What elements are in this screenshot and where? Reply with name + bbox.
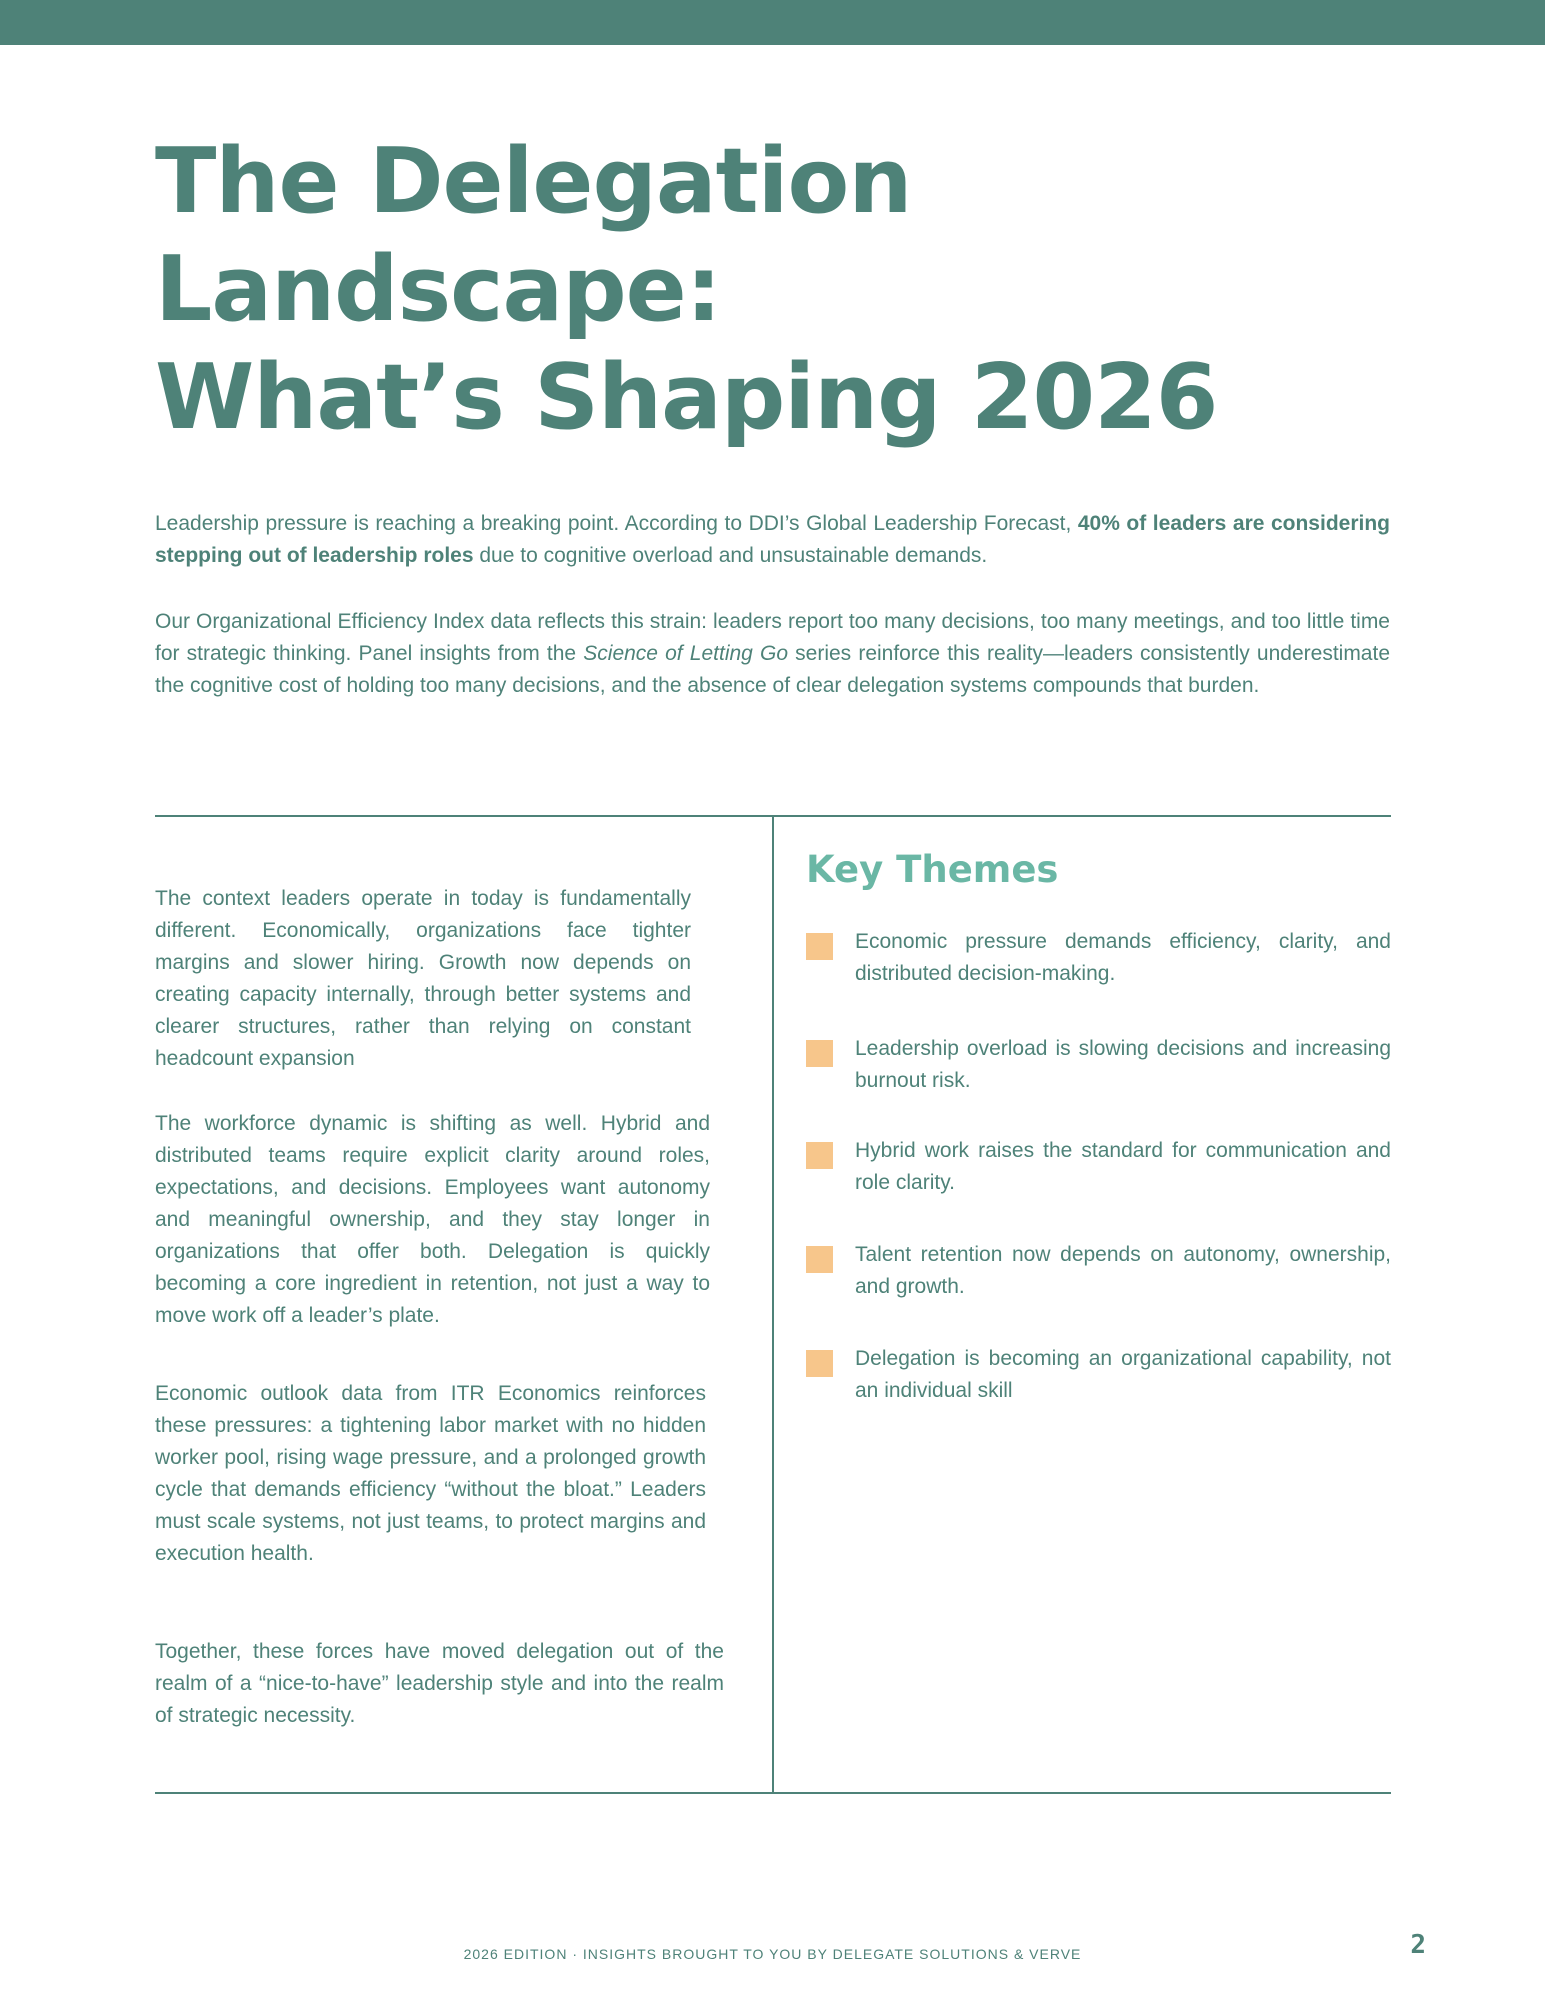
left-paragraph-4: Together, these forces have moved delegation out of the realm of a “nice-to-have” leadership style and into the realm of strategic necessity.: [155, 1640, 724, 1727]
square-bullet-icon: [806, 1142, 833, 1169]
theme-text: Leadership overload is slowing decisions and increasing burnout risk.: [855, 1037, 1391, 1092]
theme-item: [806, 1239, 1391, 1305]
top-color-band: [0, 0, 1545, 45]
left-paragraph-3: Economic outlook data from ITR Economics reinforces these pressures: a tightening labor market with no hidden worker pool, rising wage pressure, and a prolonged growth cycle that demands efficiency “without the bloat.” Leaders must scale systems, not just teams, to protect margins and execution health.: [155, 1382, 706, 1565]
theme-item: [806, 1343, 1391, 1409]
section-bottom-divider: [155, 1792, 1391, 1794]
intro-1-text-c: due to cognitive overload and unsustainable demands.: [473, 544, 988, 567]
theme-item: [806, 1033, 1391, 1099]
theme-item: [806, 1135, 1391, 1201]
theme-item: [806, 926, 1391, 992]
key-themes-heading: Key Themes: [806, 848, 1059, 891]
intro-1-highlight: 40% of leaders are considering stepping out of leadership roles: [155, 512, 1390, 567]
intro-2-text-a: Our Organizational Efficiency Index data reflects this strain: leaders report too many decisions, too many meetings, and too little time for strategic thinking. Panel insights from the: [155, 610, 1390, 665]
page-title: [155, 128, 1355, 452]
intro-2-text-c: series reinforce this reality—leaders consistently underestimate the cognitive cost of holding too many decisions, and the absence of clear delegation systems compounds that burden.: [155, 642, 1391, 697]
page-number: 2: [1410, 1930, 1426, 1960]
left-paragraph-2: The workforce dynamic is shifting as well. Hybrid and distributed teams require explicit clarity around roles, expectations, and decisions. Employees want autonomy and meaningful ownership, and they stay longer in organizations that offer both. Delegation is quickly becoming a core ingredient in retention, not just a way to move work off a leader’s plate.: [155, 1112, 710, 1327]
intro-paragraph-2: [155, 606, 1390, 702]
intro-1-text-a: Leadership pressure is reaching a breaking point. According to DDI’s Global Leadership Forecast,: [155, 512, 1078, 535]
theme-text: Economic pressure demands efficiency, clarity, and distributed decision-making.: [855, 930, 1391, 985]
left-paragraph-1: The context leaders operate in today is fundamentally different. Economically, organizations face tighter margins and slower hiring. Growth now depends on creating capacity internally, through better systems and clearer structures, rather than relying on constant headcount expansion: [155, 887, 691, 1070]
square-bullet-icon: [806, 1350, 833, 1377]
intro-paragraph-1: [155, 508, 1390, 572]
theme-text: Talent retention now depends on autonomy, ownership, and growth.: [855, 1243, 1391, 1298]
square-bullet-icon: [806, 933, 833, 960]
square-bullet-icon: [806, 1246, 833, 1273]
square-bullet-icon: [806, 1040, 833, 1067]
theme-text: Hybrid work raises the standard for communication and role clarity.: [855, 1139, 1391, 1194]
title-line-2: Landscape:: [155, 237, 721, 342]
footer-credit: 2026 EDITION · INSIGHTS BROUGHT TO YOU BY DELEGATE SOLUTIONS & VERVE: [463, 1946, 1082, 1962]
title-line-1: The Delegation: [155, 129, 912, 234]
column-divider: [772, 816, 774, 1792]
theme-text: Delegation is becoming an organizational capability, not an individual skill: [855, 1347, 1391, 1402]
intro-2-series-name: Science of Letting Go: [583, 642, 789, 665]
title-line-3: What’s Shaping 2026: [155, 345, 1218, 450]
